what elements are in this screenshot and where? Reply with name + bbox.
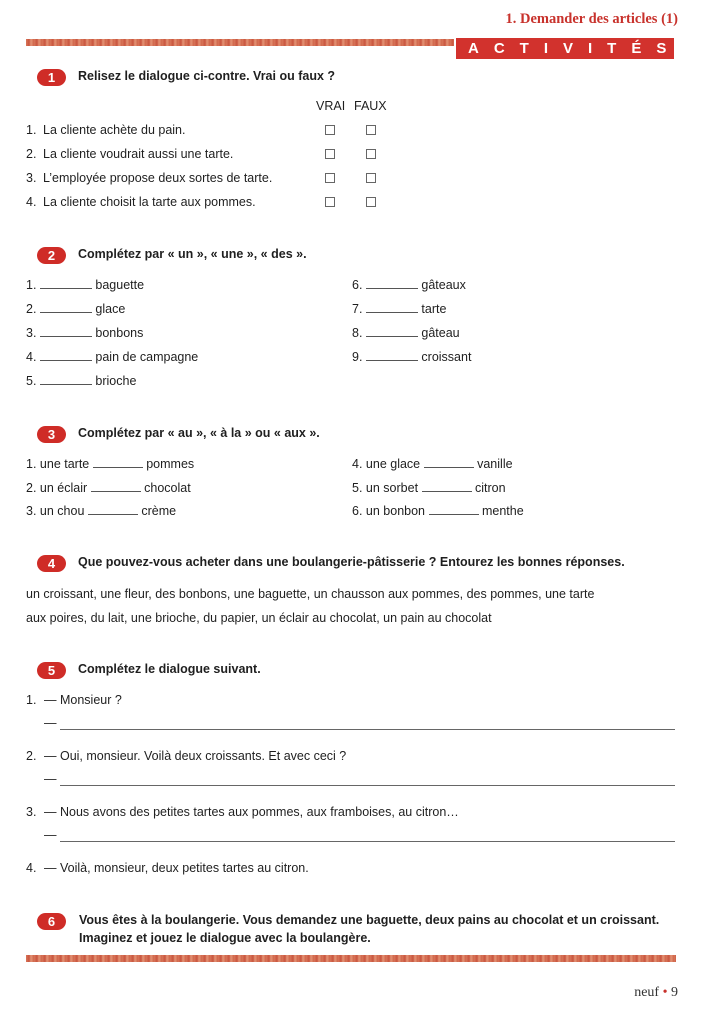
page-number-word: neuf — [634, 985, 660, 1000]
ex2-item-number: 8. — [352, 326, 363, 340]
ex2-item-word: baguette — [95, 278, 145, 292]
answer-blank[interactable] — [424, 467, 474, 468]
answer-blank[interactable] — [422, 491, 472, 492]
ex2-item-number: 2. — [26, 302, 37, 316]
exercise-2-title: Complétez par « un », « une », « des ». — [78, 247, 307, 261]
answer-line[interactable] — [60, 841, 675, 842]
exercise-3-title: Complétez par « au », « à la » ou « aux ». — [78, 426, 320, 440]
answer-blank[interactable] — [40, 312, 92, 313]
column-false-label: FAUX — [354, 99, 387, 113]
ex5-dialogue-line: — Nous avons des petites tartes aux pommes, aux framboises, au citron… — [44, 805, 459, 819]
ex2-item-number: 4. — [26, 350, 37, 364]
ex3-item-before: une glace — [365, 457, 421, 471]
ex2-item — [26, 278, 144, 292]
ex3-item-number: 1. — [26, 457, 37, 471]
answer-blank[interactable] — [366, 360, 418, 361]
ex2-item-word: tarte — [421, 302, 447, 316]
ex1-item-text: La cliente achète du pain. — [43, 123, 186, 137]
ex2-item — [26, 326, 143, 340]
column-true-label: VRAI — [316, 99, 346, 113]
reply-dash: — — [44, 828, 57, 842]
answer-blank[interactable] — [88, 514, 138, 515]
ex2-item — [352, 278, 466, 292]
ex2-item-word: glace — [95, 302, 126, 316]
answer-blank[interactable] — [366, 336, 418, 337]
ex2-item-number: 1. — [26, 278, 37, 292]
exercise-4-badge: 4 — [37, 555, 66, 572]
ex2-item-number: 6. — [352, 278, 363, 292]
ex3-item — [352, 504, 524, 518]
ex3-item-number: 6. — [352, 504, 363, 518]
ex2-item — [26, 302, 125, 316]
exercise-6-instruction-line: Imaginez et jouez le dialogue avec la boulangère. — [79, 931, 371, 945]
answer-blank[interactable] — [91, 491, 141, 492]
ex3-item-before: un bonbon — [365, 504, 426, 518]
ex1-item-number: 4. — [26, 195, 37, 209]
ex2-item-number: 3. — [26, 326, 37, 340]
bullet-icon: • — [662, 985, 668, 1000]
activites-banner: ACTIVITÉS — [456, 38, 674, 59]
ex5-dialogue-line: — Oui, monsieur. Voilà deux croissants. Et avec ceci ? — [44, 749, 347, 763]
ex3-item — [26, 481, 191, 495]
ex3-item-before: une tarte — [39, 457, 90, 471]
ex2-item — [352, 326, 460, 340]
page-number: 9 — [671, 985, 678, 1000]
ex2-item — [352, 350, 471, 364]
exercise-5-title: Complétez le dialogue suivant. — [78, 662, 261, 676]
exercise-6-instruction-line: Vous êtes à la boulangerie. Vous demandez une baguette, deux pains au chocolat et un croissant. — [79, 913, 660, 927]
ex5-dialogue-line: — Voilà, monsieur, deux petites tartes au citron. — [44, 861, 309, 875]
reply-dash: — — [44, 772, 57, 786]
ex1-item-text: La cliente choisit la tarte aux pommes. — [43, 195, 256, 209]
false-checkbox[interactable] — [366, 125, 376, 135]
ex5-item-number: 1. — [26, 693, 37, 707]
exercise-5-badge: 5 — [37, 662, 66, 679]
ex3-item-number: 4. — [352, 457, 363, 471]
ex2-item — [26, 350, 198, 364]
answer-line[interactable] — [60, 785, 675, 786]
ex3-item — [352, 457, 513, 471]
ex3-item-before: un chou — [39, 504, 85, 518]
ex2-item — [26, 374, 136, 388]
ex3-item-after: menthe — [481, 504, 524, 518]
false-checkbox[interactable] — [366, 149, 376, 159]
ex1-item-text: L’employée propose deux sortes de tarte. — [43, 171, 273, 185]
exercise-2-badge: 2 — [37, 247, 66, 264]
ex2-item-word: brioche — [95, 374, 137, 388]
ex3-item-after: crème — [141, 504, 177, 518]
answer-blank[interactable] — [429, 514, 479, 515]
decorative-band-bottom — [26, 955, 676, 962]
ex3-item-after: vanille — [477, 457, 513, 471]
ex3-item-number: 3. — [26, 504, 37, 518]
answer-blank[interactable] — [366, 288, 418, 289]
ex3-item-number: 2. — [26, 481, 37, 495]
ex5-item-number: 2. — [26, 749, 37, 763]
ex2-item-word: croissant — [421, 350, 472, 364]
ex5-dialogue-line: — Monsieur ? — [44, 693, 122, 707]
ex1-item-number: 1. — [26, 123, 37, 137]
exercise-4-title: Que pouvez-vous acheter dans une boulangerie-pâtisserie ? Entourez les bonnes réponses. — [78, 555, 625, 569]
ex3-item — [26, 457, 194, 471]
ex1-item-number: 2. — [26, 147, 37, 161]
ex2-item-number: 9. — [352, 350, 363, 364]
ex2-item-number: 5. — [26, 374, 37, 388]
exercise-6-badge: 6 — [37, 913, 66, 930]
exercise-1-badge: 1 — [37, 69, 66, 86]
false-checkbox[interactable] — [366, 197, 376, 207]
reply-dash: — — [44, 716, 57, 730]
answer-blank[interactable] — [40, 384, 92, 385]
ex3-item-before: un éclair — [39, 481, 88, 495]
true-checkbox[interactable] — [325, 149, 335, 159]
false-checkbox[interactable] — [366, 173, 376, 183]
ex3-item-after: pommes — [146, 457, 195, 471]
answer-line[interactable] — [60, 729, 675, 730]
ex5-item-number: 4. — [26, 861, 37, 875]
answer-blank[interactable] — [93, 467, 143, 468]
ex3-item — [352, 481, 506, 495]
exercise-3-badge: 3 — [37, 426, 66, 443]
ex1-item-number: 3. — [26, 171, 37, 185]
ex3-item-before: un sorbet — [365, 481, 419, 495]
answer-blank[interactable] — [40, 336, 92, 337]
ex2-item-number: 7. — [352, 302, 363, 316]
answer-blank[interactable] — [40, 360, 92, 361]
ex2-item — [352, 302, 446, 316]
chapter-title: 1. Demander des articles (1) — [505, 11, 678, 27]
answer-blank[interactable] — [40, 288, 92, 289]
ex3-item-number: 5. — [352, 481, 363, 495]
ex2-item-word: gâteau — [421, 326, 460, 340]
ex4-word-list-line: un croissant, une fleur, des bonbons, une baguette, un chausson aux pommes, des pommes, une tarte — [26, 587, 595, 601]
answer-blank[interactable] — [366, 312, 418, 313]
ex5-item-number: 3. — [26, 805, 37, 819]
ex2-item-word: pain de campagne — [95, 350, 199, 364]
decorative-band-top — [26, 39, 454, 46]
ex4-word-list-line: aux poires, du lait, une brioche, du papier, un éclair au chocolat, un pain au chocolat — [26, 611, 492, 625]
ex2-item-word: bonbons — [95, 326, 144, 340]
ex3-item — [26, 504, 176, 518]
page-footer — [634, 985, 678, 1001]
ex3-item-after: citron — [475, 481, 506, 495]
true-checkbox[interactable] — [325, 173, 335, 183]
true-checkbox[interactable] — [325, 125, 335, 135]
true-checkbox[interactable] — [325, 197, 335, 207]
ex2-item-word: gâteaux — [421, 278, 466, 292]
ex3-item-after: chocolat — [144, 481, 191, 495]
ex1-item-text: La cliente voudrait aussi une tarte. — [43, 147, 234, 161]
exercise-1-title: Relisez le dialogue ci-contre. Vrai ou faux ? — [78, 69, 336, 83]
